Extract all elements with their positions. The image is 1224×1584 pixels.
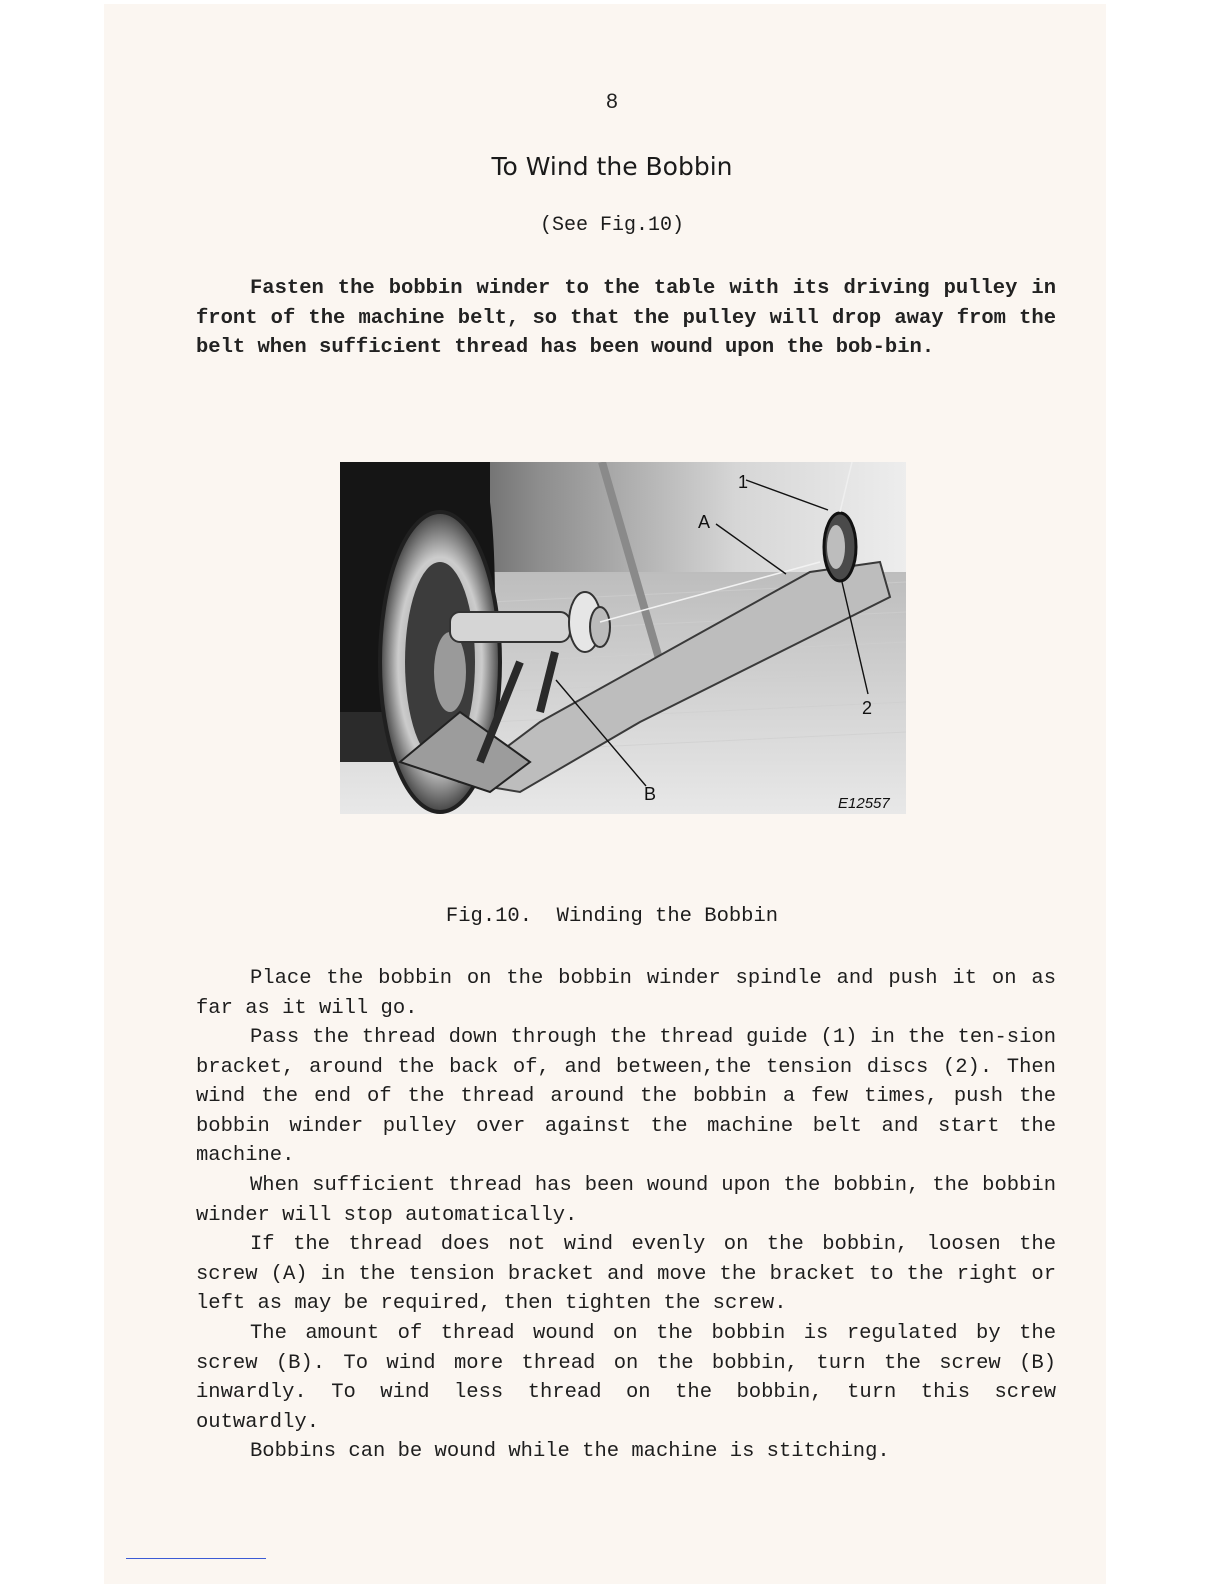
label-screw-a: A xyxy=(698,512,711,532)
figure-code: E12557 xyxy=(838,795,890,812)
figure-reference: (See Fig.10) xyxy=(539,214,685,237)
paragraph-stop-automatically: When sufficient thread has been wound upon the bobbin, the bobbin winder will stop automatically. xyxy=(196,1174,1056,1227)
bobbin-winder-photo xyxy=(340,462,906,814)
scan-edge-line xyxy=(126,1558,266,1559)
paragraph-while-stitching: Bobbins can be wound while the machine is stitching. xyxy=(250,1440,890,1463)
label-tension-discs: 2 xyxy=(862,698,873,718)
intro-paragraph xyxy=(196,274,1056,363)
paragraph-pass-thread: Pass the thread down through the thread guide (1) in the ten-sion bracket, around the back of, and between,the tension discs (2). Then wind the end of the thread around the bobbin a few times, push the bobbin winder pulley over against the machine belt and start the machine. xyxy=(196,1026,1056,1168)
page-number: 8 xyxy=(606,90,618,113)
figure-caption: Fig.10. Winding the Bobbin xyxy=(445,905,779,928)
intro-text: Fasten the bobbin winder to the table with its driving pulley in front of the machine belt, so that the pulley will drop away from the belt when sufficient thread has been wound upon the bob-bin. xyxy=(196,277,1056,360)
paragraph-uneven-winding: If the thread does not wind evenly on the bobbin, loosen the screw (A) in the tension bracket and move the bracket to the right or left as may be required, then tighten the screw. xyxy=(196,1233,1056,1316)
paragraph-thread-amount: The amount of thread wound on the bobbin is regulated by the screw (B). To wind more thread on the bobbin, turn the screw (B) inwardly. To wind less thread on the bobbin, turn this screw outwardly. xyxy=(196,1322,1056,1434)
label-screw-b: B xyxy=(644,784,657,804)
bobbin-winder-illustration xyxy=(340,462,906,814)
label-thread-guide: 1 xyxy=(738,472,749,492)
paragraph-place-bobbin: Place the bobbin on the bobbin winder spindle and push it on as far as it will go. xyxy=(196,967,1056,1020)
page-title: To Wind the Bobbin xyxy=(491,152,733,181)
